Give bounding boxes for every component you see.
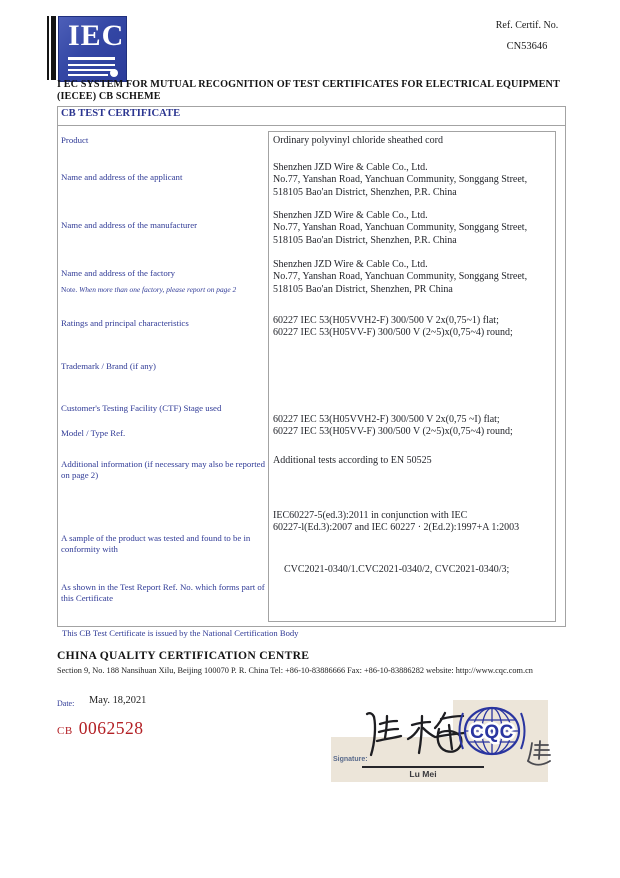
reference-block	[462, 20, 592, 52]
factory-line: 518105 Bao'an District, Shenzhen, PR China	[273, 283, 453, 295]
ctf-label: Customer's Testing Facility (CTF) Stage used	[61, 403, 222, 413]
additional-info-label: Additional information (if necessary may also be reported on page 2)	[61, 459, 265, 480]
certificate-title-row	[58, 107, 565, 126]
iec-logo-underline	[68, 57, 115, 60]
applicant-line: 518105 Bao'an District, Shenzhen, P.R. China	[273, 186, 457, 198]
applicant-line: Shenzhen JZD Wire & Cable Co., Ltd.	[273, 162, 428, 173]
product-value: Ordinary polyvinyl chloride sheathed cord	[273, 135, 443, 146]
conformity-standards	[273, 510, 551, 535]
manufacturer-label: Name and address of the manufacturer	[61, 220, 198, 230]
ref-certif-number: CN53646	[506, 41, 548, 52]
factory-line: Shenzhen JZD Wire & Cable Co., Ltd.	[273, 259, 428, 270]
model-line: 60227 IEC 53(H05VV-F) 300/500 V (2~5)x(0,75~4) round;	[273, 426, 513, 438]
cqc-logo	[455, 701, 529, 765]
signature-label: Signature:	[333, 756, 368, 763]
signature-line	[362, 766, 484, 768]
applicant-line: No.77, Yanshan Road, Yanchuan Community, Songgang Street,	[273, 174, 528, 186]
manufacturer-line: Shenzhen JZD Wire & Cable Co., Ltd.	[273, 210, 428, 221]
iec-logo-bar	[47, 16, 49, 80]
model-label: Model / Type Ref.	[61, 428, 126, 438]
ref-certif-label: Ref. Certif. No.	[495, 20, 559, 31]
issued-by-note: This CB Test Certificate is issued by the National Certification Body	[62, 628, 299, 638]
iec-logo-dot	[110, 69, 118, 77]
manufacturer-address	[273, 210, 551, 247]
certification-body-name: CHINA QUALITY CERTIFICATION CENTRE	[57, 649, 310, 662]
certificate-title: CB TEST CERTIFICATE	[61, 108, 181, 119]
manufacturer-line: No.77, Yanshan Road, Yanchuan Community, Songgang Street,	[273, 222, 528, 234]
applicant-address	[273, 162, 551, 199]
signatory-name: Lu Mei	[409, 769, 437, 779]
conformity-line: 60227-l(Ed.3):2007 and IEC 60227 · 2(Ed.2):1997+A 1:2003	[273, 522, 520, 534]
iec-logo-line	[68, 64, 115, 66]
certificate-value-box	[268, 131, 556, 622]
conformity-line: IEC60227-5(ed.3):2011 in conjunction with IEC	[273, 510, 468, 521]
manufacturer-line: 518105 Bao'an District, Shenzhen, P.R. China	[273, 234, 457, 246]
model-value	[273, 414, 551, 439]
product-label: Product	[61, 135, 89, 145]
trademark-label: Trademark / Brand (if any)	[61, 361, 156, 371]
factory-note-prefix: Note.	[61, 285, 78, 294]
date-label: Date:	[57, 699, 75, 708]
ratings-value	[273, 315, 551, 340]
scheme-heading	[57, 79, 587, 102]
factory-label: Name and address of the factory	[61, 268, 176, 278]
scheme-heading-line2: (IECEE) CB SCHEME	[57, 90, 161, 102]
applicant-label: Name and address of the applicant	[61, 172, 183, 182]
factory-address	[273, 259, 551, 296]
cb-certificate-number	[57, 718, 143, 739]
ratings-label: Ratings and principal characteristics	[61, 318, 189, 328]
factory-note	[61, 284, 269, 295]
ratings-line: 60227 IEC 53(H05VV-F) 300/500 V (2~5)x(0,75~4) round;	[273, 327, 513, 339]
scheme-heading-line1: I EC SYSTEM FOR MUTUAL RECOGNITION OF TEST CERTIFICATES FOR ELECTRICAL EQUIPMENT	[57, 79, 560, 90]
stamp-character	[526, 740, 552, 769]
test-report-numbers: CVC2021-0340/1.CVC2021-0340/2, CVC2021-0340/3;	[284, 564, 510, 575]
iec-logo-bar	[51, 16, 56, 80]
iec-logo-line	[68, 69, 115, 71]
iec-logo	[58, 16, 127, 82]
ratings-line: 60227 IEC 53(H05VVH2-F) 300/500 V 2x(0,75~1) flat;	[273, 315, 499, 326]
certification-body-address: Section 9, No. 188 Nansihuan Xilu, Beijing 100070 P. R. China Tel: +86-10-83886666 Fax: +86-10-83886282 website: http://www.cqc.com.cn	[57, 666, 533, 675]
test-report-label: As shown in the Test Report Ref. No. which forms part of this Certificate	[61, 582, 265, 603]
cb-number: 0062528	[78, 718, 144, 738]
additional-info-value: Additional tests according to EN 50525	[273, 455, 432, 466]
cb-prefix: CB	[57, 725, 73, 737]
conformity-label: A sample of the product was tested and found to be in conformity with	[61, 533, 251, 554]
model-line: 60227 IEC 53(H05VVH2-F) 300/500 V 2x(0,75 ~I) flat;	[273, 414, 500, 425]
iec-logo-text: IEC	[68, 19, 125, 52]
factory-line: No.77, Yanshan Road, Yanchuan Community, Songgang Street,	[273, 271, 528, 283]
cqc-logo-text: CQC	[470, 722, 514, 743]
factory-note-text: When more than one factory, please report on page 2	[79, 285, 237, 294]
date-value: May. 18,2021	[89, 695, 147, 706]
iec-logo-line	[68, 74, 108, 76]
